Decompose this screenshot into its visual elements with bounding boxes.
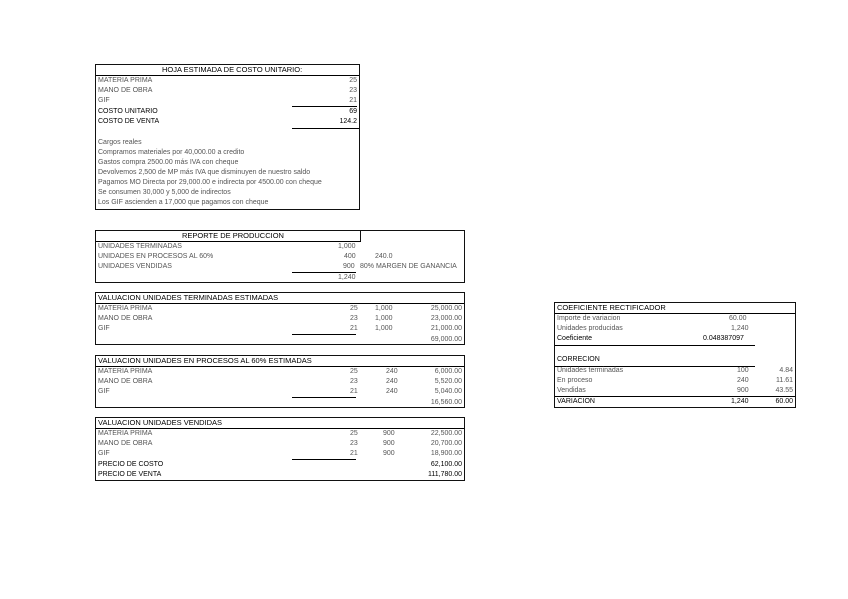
cargo-item — [98, 198, 357, 208]
cargo-item — [98, 148, 357, 158]
row-unit: 21 — [350, 388, 358, 395]
row-qty: 1,000 — [375, 325, 393, 332]
row-qty: 900 — [383, 450, 395, 457]
hoja-row-mo — [98, 86, 357, 96]
precio-costo-label: PRECIO DE COSTO — [98, 461, 164, 468]
table-row — [98, 304, 462, 314]
row-label: MANO DE OBRA — [98, 440, 153, 447]
coef-label: Coeficiente — [557, 335, 593, 342]
correccion-row — [557, 376, 793, 386]
row-label: MANO DE OBRA — [98, 87, 153, 94]
val-procesos-title: VALUACION UNIDADES EN PROCESOS AL 60% ESTIMADAS — [98, 356, 312, 365]
reporte-produccion-panel — [95, 230, 465, 283]
row-amount: 20,700.00 — [430, 440, 462, 447]
row-unit: 21 — [350, 325, 358, 332]
table-row — [98, 367, 462, 377]
reporte-total-value: 1,240 — [338, 274, 356, 281]
row-qty: 900 — [383, 440, 395, 447]
row-value: 1,240 — [731, 325, 749, 332]
cargo-text: Gastos compra 2500.00 más IVA con cheque — [98, 159, 239, 166]
valuacion-terminadas-panel — [95, 292, 465, 345]
row-value: 11.61 — [776, 377, 793, 384]
cargo-text: Compramos materiales por 40,000.00 a credito — [98, 149, 245, 156]
row-qty: 1,000 — [375, 315, 393, 322]
row-qty: 240 — [386, 368, 398, 375]
variacion-value: 60.00 — [775, 398, 793, 405]
coef-row — [557, 314, 793, 324]
row-value: 4.84 — [779, 367, 793, 374]
row-value: 1,000 — [338, 243, 356, 250]
hoja-box-divider — [292, 128, 359, 129]
hoja-costo-unitario — [98, 107, 357, 117]
row-amount: 25,000.00 — [430, 305, 462, 312]
row-units: 240 — [737, 377, 749, 384]
row-label: UNIDADES VENDIDAS — [98, 263, 172, 270]
row-value: 400 — [344, 253, 356, 260]
coef-value-row — [557, 334, 793, 344]
cargos-title-text: Cargos reales — [98, 139, 142, 146]
row-unit: 23 — [350, 440, 358, 447]
row-label: MATERIA PRIMA — [98, 77, 153, 84]
row-amount: 18,900.00 — [430, 450, 462, 457]
row-amount: 23,000.00 — [430, 315, 462, 322]
row-label: MANO DE OBRA — [98, 315, 153, 322]
row-amount: 22,500.00 — [430, 430, 462, 437]
row-note: 80% MARGEN DE GANANCIA — [360, 263, 457, 270]
variacion-units: 1,240 — [731, 398, 749, 405]
total-value: 69,000.00 — [430, 336, 462, 343]
reporte-title-divider — [360, 231, 361, 241]
row-label: GIF — [98, 97, 110, 104]
table-row — [98, 387, 462, 397]
precio-costo-value: 62,100.00 — [430, 461, 462, 468]
row-label: GIF — [98, 325, 110, 332]
costo-venta-label: COSTO DE VENTA — [98, 118, 160, 125]
row-qty: 900 — [383, 430, 395, 437]
costo-venta-value: 124.2 — [339, 118, 357, 125]
row-qty: 240 — [386, 388, 398, 395]
table-row — [98, 377, 462, 387]
table-row — [98, 439, 462, 449]
precio-venta-label: PRECIO DE VENTA — [98, 471, 162, 478]
correccion-row — [557, 366, 793, 376]
row-amount: 5,520.00 — [434, 378, 462, 385]
valuacion-vendidas-panel — [95, 417, 465, 481]
row-amount: 21,000.00 — [430, 325, 462, 332]
row-units: 100 — [737, 367, 749, 374]
hoja-estimada-panel — [95, 64, 360, 210]
cargo-text: Devolvemos 2,500 de MP más IVA que disminuyen de nuestro saldo — [98, 169, 311, 176]
coef-value: 0.048387097 — [703, 335, 744, 342]
row-label: Vendidas — [557, 387, 586, 394]
row-value: 900 — [343, 263, 355, 270]
costo-unitario-label: COSTO UNITARIO — [98, 108, 158, 115]
row-label: GIF — [98, 388, 110, 395]
row-label: MANO DE OBRA — [98, 378, 153, 385]
hoja-row-mp — [98, 76, 357, 86]
row-unit: 23 — [350, 315, 358, 322]
table-row — [98, 449, 462, 459]
cargo-item — [98, 178, 357, 188]
correccion-title: CORRECION — [557, 356, 600, 363]
val-vendidas-title: VALUACION UNIDADES VENDIDAS — [98, 418, 223, 427]
table-row — [98, 324, 462, 334]
coef-row — [557, 324, 793, 334]
reporte-title: REPORTE DE PRODUCCION — [182, 231, 284, 240]
row-amount: 6,000.00 — [434, 368, 462, 375]
row-unit: 23 — [350, 378, 358, 385]
row-extra: 240.0 — [375, 253, 393, 260]
row-amount: 5,040.00 — [434, 388, 462, 395]
row-label: Importe de variacion — [557, 315, 621, 322]
row-value: 21 — [349, 97, 357, 104]
row-label: Unidades terminadas — [557, 367, 624, 374]
cargo-text: Se consumen 30,000 y 5,000 de indirectos — [98, 189, 231, 196]
precio-venta-row — [98, 470, 462, 480]
total-value: 16,560.00 — [430, 399, 462, 406]
row-qty: 240 — [386, 378, 398, 385]
row-value: 43.55 — [775, 387, 793, 394]
row-label: GIF — [98, 450, 110, 457]
coeficiente-rectificador-panel — [554, 302, 796, 408]
val-terminadas-title: VALUACION UNIDADES TERMINADAS ESTIMADAS — [98, 293, 279, 302]
table-row — [98, 314, 462, 324]
cargo-item — [98, 168, 357, 178]
hoja-row-gif — [98, 96, 357, 106]
cargo-text: Pagamos MO Directa por 29,000.00 e indirecta por 4500.00 con cheque — [98, 179, 322, 186]
row-units: 900 — [737, 387, 749, 394]
cargo-item — [98, 188, 357, 198]
reporte-row — [98, 262, 462, 272]
row-label: Unidades producidas — [557, 325, 623, 332]
costo-unitario-value: 69 — [349, 108, 357, 115]
row-unit: 25 — [350, 368, 358, 375]
variacion-label: VARIACION — [557, 398, 595, 405]
hoja-title: HOJA ESTIMADA DE COSTO UNITARIO: — [162, 65, 303, 74]
row-label: MATERIA PRIMA — [98, 305, 153, 312]
cargo-text: Los GIF ascienden a 17,000 que pagamos con cheque — [98, 199, 269, 206]
total-row — [98, 398, 462, 408]
valuacion-procesos-panel — [95, 355, 465, 408]
row-label: En proceso — [557, 377, 593, 384]
coef-title: COEFICIENTE RECTIFICADOR — [557, 303, 666, 312]
row-value: 25 — [349, 77, 357, 84]
correccion-row — [557, 386, 793, 396]
table-row — [98, 429, 462, 439]
reporte-total — [98, 273, 462, 283]
correccion-title-row — [557, 355, 793, 365]
cargos-title — [98, 138, 357, 148]
row-label: MATERIA PRIMA — [98, 368, 153, 375]
reporte-row — [98, 242, 462, 252]
row-label: MATERIA PRIMA — [98, 430, 153, 437]
row-label: UNIDADES TERMINADAS — [98, 243, 182, 250]
row-label: UNIDADES EN PROCESOS AL 60% — [98, 253, 214, 260]
variacion-row — [557, 397, 793, 407]
reporte-row — [98, 252, 462, 262]
total-row — [98, 335, 462, 345]
row-unit: 25 — [350, 305, 358, 312]
row-unit: 25 — [350, 430, 358, 437]
row-unit: 21 — [350, 450, 358, 457]
coef-divider — [555, 345, 755, 346]
hoja-costo-venta — [98, 117, 357, 127]
row-qty: 1,000 — [375, 305, 393, 312]
cargo-item — [98, 158, 357, 168]
row-value: 60.00 — [729, 315, 747, 322]
precio-venta-value: 111,780.00 — [428, 471, 462, 478]
precio-costo-row — [98, 460, 462, 470]
row-value: 23 — [349, 87, 357, 94]
